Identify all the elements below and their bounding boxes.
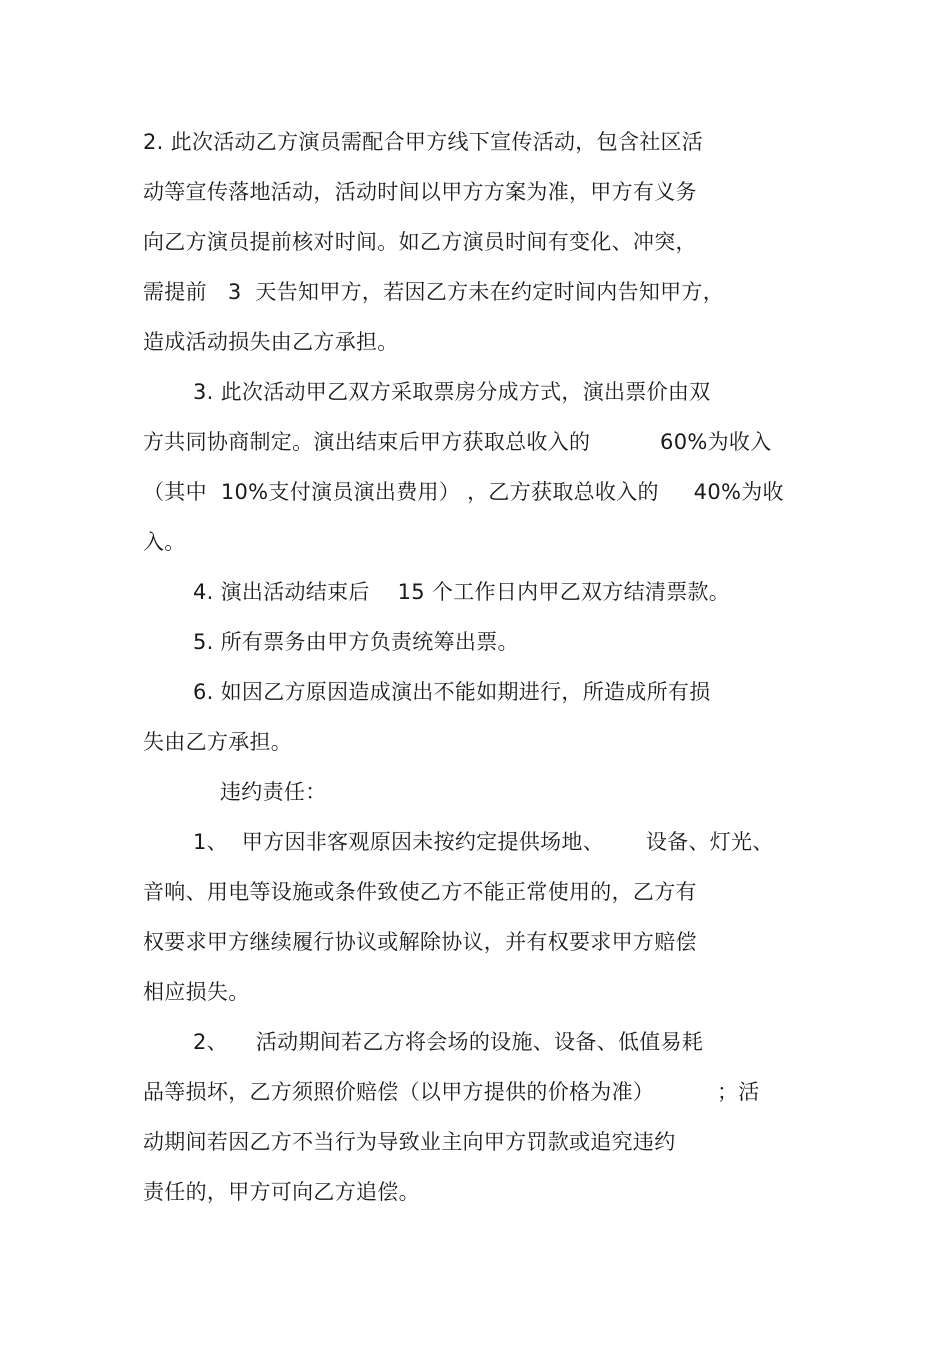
text-line: 5. 所有票务由甲方负责统筹出票。 [193,630,519,654]
section-heading: 违约责任： [220,780,327,804]
text-line: 1、 甲方因非客观原因未按约定提供场地、 设备、灯光、 [193,830,774,854]
text-line: 方共同协商制定。演出结束后甲方获取总收入的 60%为收入 [143,430,772,454]
text-line: 向乙方演员提前核对时间。如乙方演员时间有变化、冲突， [143,230,697,254]
text-line: 2. 此次活动乙方演员需配合甲方线下宣传活动，包含社区活 [143,130,704,154]
text-line: 造成活动损失由乙方承担。 [143,330,399,354]
text-line: 权要求甲方继续履行协议或解除协议，并有权要求甲方赔偿 [143,930,697,954]
text-line: 2、 活动期间若乙方将会场的设施、设备、低值易耗 [193,1030,704,1054]
text-line: 责任的，甲方可向乙方追偿。 [143,1180,420,1204]
text-line: 动等宣传落地活动，活动时间以甲方方案为准，甲方有义务 [143,180,697,204]
text-line: 相应损失。 [143,980,250,1004]
text-line: 音响、用电等设施或条件致使乙方不能正常使用的，乙方有 [143,880,697,904]
text-line: 6. 如因乙方原因造成演出不能如期进行，所造成所有损 [193,680,711,704]
text-line: （其中 10%支付演员演出费用） ，乙方获取总收入的 40%为收 [143,480,784,504]
text-line: 动期间若因乙方不当行为导致业主向甲方罚款或追究违约 [143,1130,676,1154]
text-line: 需提前 3 天告知甲方，若因乙方未在约定时间内告知甲方， [143,280,725,304]
text-line: 入。 [143,530,186,554]
text-line: 失由乙方承担。 [143,730,293,754]
text-line: 4. 演出活动结束后 15 个工作日内甲乙双方结清票款。 [193,580,731,604]
text-line: 3. 此次活动甲乙双方采取票房分成方式，演出票价由双 [193,380,711,404]
text-line: 品等损坏，乙方须照价赔偿（以甲方提供的价格为准） ；活 [143,1080,760,1104]
